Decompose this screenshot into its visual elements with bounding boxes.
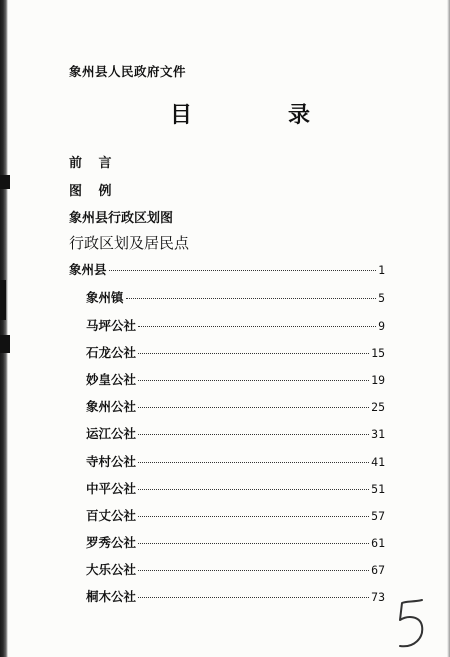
toc-page-number: 31: [371, 427, 385, 441]
dot-leader: [138, 353, 369, 354]
toc-page-number: 73: [371, 590, 385, 604]
toc-row: [86, 316, 385, 334]
toc-page-number: 15: [371, 346, 385, 360]
toc-entry-name: 罗秀公社: [86, 535, 137, 550]
toc-entry-name: 石龙公社: [86, 345, 137, 360]
dot-leader: [138, 597, 369, 598]
toc-entry-name: 桐木公社: [86, 589, 137, 604]
toc-page-number: 67: [371, 563, 385, 577]
toc-entry-name: 寺村公社: [86, 454, 137, 469]
toc-entry-name: 妙皇公社: [86, 372, 137, 387]
front-matter-map: 象州县行政区划图: [69, 211, 174, 226]
toc-page-number: 25: [371, 400, 385, 414]
dot-leader: [126, 298, 377, 299]
toc-row: [86, 533, 385, 551]
toc-entry-name: 象州镇: [86, 290, 124, 305]
toc-row: [86, 452, 385, 470]
dot-leader: [138, 570, 369, 571]
dot-leader: [138, 516, 369, 517]
dot-leader: [109, 270, 377, 271]
dot-leader: [138, 434, 369, 435]
toc-row: [86, 424, 385, 442]
toc-row: [86, 506, 385, 524]
toc-row: [86, 560, 385, 578]
toc-row: [86, 288, 385, 306]
toc-row: [86, 370, 385, 388]
scan-edge-mark: [0, 280, 6, 320]
toc-page-number: 61: [371, 536, 385, 550]
dot-leader: [138, 407, 369, 408]
toc-row: [86, 587, 385, 605]
scan-edge-mark: [0, 335, 10, 353]
toc-page-number: 51: [371, 482, 385, 496]
toc-page-number: 19: [371, 373, 385, 387]
scan-edge-mark: [0, 175, 10, 189]
toc-page-number: 9: [378, 319, 385, 333]
dot-leader: [138, 380, 369, 381]
toc-entry-name: 大乐公社: [86, 562, 137, 577]
toc-page-number: 1: [378, 263, 385, 277]
title-char-left: 目: [170, 103, 193, 128]
dot-leader: [138, 326, 376, 327]
toc-row: [86, 343, 385, 361]
toc-row-county: [69, 260, 385, 278]
toc-row: [86, 397, 385, 415]
toc-entry-name: 象州县: [69, 262, 107, 277]
front-matter-legend: 图 例: [69, 184, 118, 199]
dot-leader: [138, 543, 369, 544]
toc-row: [86, 479, 385, 497]
dot-leader: [138, 462, 369, 463]
toc-entry-name: 马坪公社: [86, 318, 137, 333]
toc-entry-name: 中平公社: [86, 481, 137, 496]
front-matter-preface: 前 言: [69, 156, 118, 171]
title-char-right: 录: [287, 103, 310, 128]
scan-left-edge: [0, 0, 8, 657]
toc-entry-name: 运江公社: [86, 426, 137, 441]
toc-page-number: 41: [371, 455, 385, 469]
toc-page-number: 5: [378, 291, 385, 305]
document-header: 象州县人民政府文件: [69, 64, 187, 79]
toc-entry-name: 象州公社: [86, 399, 137, 414]
toc-page-number: 57: [371, 509, 385, 523]
page-title: [170, 98, 310, 129]
section-title: 行政区划及居民点: [69, 234, 190, 252]
handwritten-mark: [392, 596, 438, 652]
toc-entry-name: 百丈公社: [86, 508, 137, 523]
dot-leader: [138, 489, 369, 490]
